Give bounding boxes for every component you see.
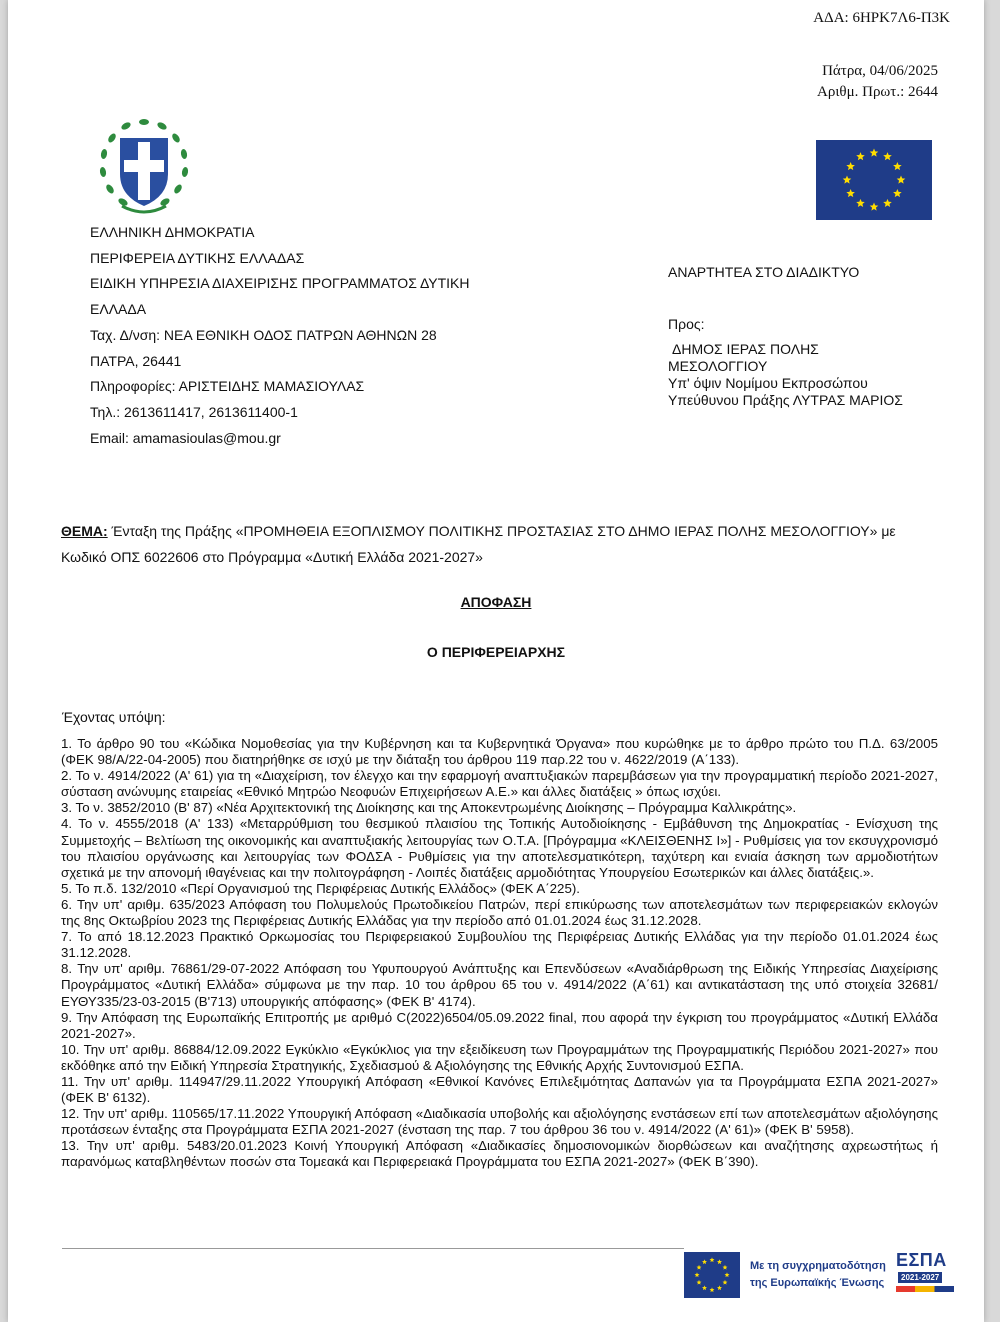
recipient-block (668, 316, 968, 409)
sender-line-country: ΕΛΛΗΝΙΚΗ ΔΗΜΟΚΡΑΤΙΑ (90, 224, 255, 240)
list-item: 3. Το ν. 3852/2010 (Β' 87) «Νέα Αρχιτεκτονική της Διοίκησης και της Αποκεντρωμένης Διοίκησης – Πρόγραμμα Καλλικράτης». (61, 800, 797, 816)
espa-years: 2021-2027 (898, 1272, 942, 1283)
eu-flag-small-icon (684, 1252, 740, 1298)
espa-color-strip (896, 1286, 954, 1292)
list-item: 9. Την Απόφαση της Ευρωπαϊκής Επιτροπής με αριθμό C(2022)6504/05.09.2022 final, που αφορά την έγκριση του προγράμματος «Δυτική Ελλάδα 2021-2027». (61, 1009, 938, 1041)
list-item: 4. Το ν. 4555/2018 (Α' 133) «Μεταρρύθμιση του θεσμικού πλαισίου της Τοπικής Αυτοδιοίκησης - Εμβάθυνση της Δημοκρατίας - Ενίσχυση της Συμμετοχής – Βελτίωση της οικονομικής και αναπτυξιακής λειτουργίας των Ο.Τ.Α. [Πρόγραμμα «ΚΛΕΙΣΘΕΝΗΣ Ι»] - Ρυθμίσεις για τον εκσυγχρονισμό του πλαισίου οργάνωσης και λειτουργίας των ΦΟΔΣΑ - Ρυθμίσεις για την αποτελεσματικότερη, ταχύτερη και ενιαία άσκηση των αρμοδιοτήτων σχετικά με την απονομή ιθαγένειας και την πολιτογράφηση - Λοιπές διατάξεις αρμοδιότητας Υπουργείου Εσωτερικών και άλλες διατάξεις.». (61, 816, 938, 880)
sender-line-info: Πληροφορίες: ΑΡΙΣΤΕΙΔΗΣ ΜΑΜΑΣΙΟΥΛΑΣ (90, 378, 365, 395)
cofunding-line-1: Με τη συγχρηματοδότηση (750, 1260, 886, 1272)
cofunding-footer (684, 1246, 958, 1304)
sender-line-address: Ταχ. Δ/νση: ΝΕΑ ΕΘΝΙΚΗ ΟΔΟΣ ΠΑΤΡΩΝ ΑΘΗΝΩΝ 28 (90, 326, 437, 343)
place-date: Πάτρα, 04/06/2025 (822, 63, 938, 79)
decision-title: ΑΠΟΦΑΣΗ (460, 594, 532, 610)
post-online-notice: ΑΝΑΡΤΗΤΕΑ ΣΤΟ ΔΙΑΔΙΚΤΥΟ (668, 264, 860, 280)
list-item: 1. Το άρθρο 90 του «Κώδικα Νομοθεσίας για την Κυβέρνηση και τα Κυβερνητικά Όργανα» που κυρώθηκε με το άρθρο πρώτο του Π.Δ. 63/2005 (ΦΕΚ 98/Α/22-04-2005) που διατηρήθηκε σε ισχύ με την διάταξη του άρθρου 119 παρ.22 του ν. 4622/2019 (Α΄133). (61, 736, 938, 768)
recipient-line-4: Υπεύθυνου Πράξης ΛΥΤΡΑΣ ΜΑΡΙΟΣ (668, 392, 903, 408)
list-item: 13. Την υπ' αριθμ. 5483/20.01.2023 Κοινή Υπουργική Απόφαση «Διαδικασίες δημοσιονομικών διορθώσεων και αναζήτησης αχρεωστήτως ή παρανόμως καταβληθέντων ποσών στα Τομεακά και Περιφερειακά Προγράμματα του ΕΣΠΑ 2021-2027» (ΦΕΚ Β΄390). (61, 1138, 938, 1170)
recipient-line-1: ΔΗΜΟΣ ΙΕΡΑΣ ΠΟΛΗΣ (672, 341, 819, 357)
decision-heading (8, 594, 984, 610)
sender-line-phone: Τηλ.: 2613611417, 2613611400-1 (90, 403, 298, 420)
espa-name: ΕΣΠΑ (896, 1250, 947, 1270)
subject-label: ΘΕΜΑ: (61, 523, 108, 539)
subject-paragraph (61, 518, 941, 570)
subject-text: Ένταξη της Πράξης «ΠΡΟΜΗΘΕΙΑ ΕΞΟΠΛΙΣΜΟΥ ΠΟΛΙΤΙΚΗΣ ΠΡΟΣΤΑΣΙΑΣ ΣΤΟ ΔΗΜΟ ΙΕΡΑΣ ΠΟΛΗΣ ΜΕΣΟΛΟΓΓΙΟΥ» με Κωδικό ΟΠΣ 6022606 στο Πρόγραμμα «Δυτική Ελλάδα 2021-2027» (61, 523, 896, 565)
list-item: 5. Το π.δ. 132/2010 «Περί Οργανισμού της Περιφέρειας Δυτικής Ελλάδος» (ΦΕΚ Α΄225). (61, 880, 580, 896)
protocol-number: Αριθμ. Πρωτ.: 2644 (817, 84, 938, 100)
list-item: 6. Την υπ' αριθμ. 635/2023 Απόφαση του Πολυμελούς Πρωτοδικείου Πατρών, περί επικύρωσης των αποτελεσμάτων των περιφερειακών εκλογών της 8ης Οκτωβρίου 2023 της Περιφέρειας Δυτικής Ελλάδας για την περίοδο από 01.01.2024 έως 31.12.2028. (61, 896, 938, 929)
list-item: 11. Την υπ' αριθμ. 114947/29.11.2022 Υπουργική Απόφαση «Εθνικοί Κανόνες Επιλεξιμότητας Δαπανών για τα Προγράμματα ΕΣΠΑ 2021-2027» (ΦΕΚ Β' 6132). (61, 1073, 938, 1106)
recipient-line-2: ΜΕΣΟΛΟΓΓΙΟΥ (668, 358, 768, 374)
list-item: 7. Το από 18.12.2023 Πρακτικό Ορκωμοσίας του Περιφερειακού Συμβουλίου της Περιφέρειας Δυτικής Ελλάδας για την περίοδο 01.01.2024 έως 31.12.2028. (61, 929, 938, 961)
sender-block (90, 220, 530, 451)
cofunding-line-2: της Ευρωπαϊκής Ένωσης (750, 1277, 885, 1289)
list-item: 2. Το ν. 4914/2022 (Α' 61) για τη «Διαχείριση, τον έλεγχο και την εφαρμογή αναπτυξιακών παρεμβάσεων για την προγραμματική περίοδο 2021-2027, σύσταση ανώνυμης εταιρείας «Εθνικό Μητρώο Νεοφυών Επιχειρήσεων Α.Ε.» και άλλες διατάξεις » όπως ισχύει. (61, 768, 938, 800)
sender-line-city: ΠΑΤΡΑ, 26441 (90, 352, 182, 369)
list-item: 10. Την υπ' αριθμ. 86884/12.09.2022 Εγκύκλιο «Εγκύκλιος για την εξειδίκευση των Προγραμμάτων της Προγραμματικής Περιόδου 2021-2027» που εκδόθηκε από την Ειδική Υπηρεσία Στρατηγικής, Σχεδιασμού & Αξιολόγησης της Εθνικής Αρχής Συντονισμού ΕΣΠΑ. (61, 1041, 938, 1073)
recipient-to-label: Προς: (668, 316, 705, 332)
sender-line-region: ΠΕΡΙΦΕΡΕΙΑ ΔΥΤΙΚΗΣ ΕΛΛΑΔΑΣ (90, 249, 305, 266)
considering-label: Έχοντας υπόψη: (62, 709, 166, 725)
greek-state-emblem-icon (92, 114, 196, 218)
recipient-line-3: Υπ' όψιν Νομίμου Εκπροσώπου (668, 375, 868, 391)
list-item: 12. Την υπ' αριθμ. 110565/17.11.2022 Υπουργική Απόφαση «Διαδικασία υποβολής και αξιολόγησης ενστάσεων επί των αποτελεσμάτων αξιολόγησης προτάσεων ένταξης στα Προγράμματα ΕΣΠΑ 2021-2027 (ένσταση της παρ. 7 του άρθρου 36 του ν. 4914/2022 (Α' 61)» (ΦΕΚ Β' 5958). (61, 1106, 938, 1138)
footer-divider (62, 1248, 684, 1249)
cofunding-text (750, 1258, 886, 1292)
regional-governor-heading: Ο ΠΕΡΙΦΕΡΕΙΑΡΧΗΣ (426, 644, 566, 660)
espa-logo-icon (896, 1250, 956, 1300)
list-item: 8. Την υπ' αριθμ. 76861/29-07-2022 Απόφαση του Υφυπουργού Ανάπτυξης και Επενδύσεων «Αναδιάρθρωση της Ειδικής Υπηρεσίας Διαχείρισης Προγράμματος «Δυτική Ελλάδα» σύμφωνα με την παρ. 10 του άρθρου 65 του ν. 4914/2022 (Α΄61) και αντικατάσταση της υπό στοιχεία 32681/ΕΥΘΥ335/23-03-2015 (Β'713) υπουργικής απόφασης» (ΦΕΚ Β' 4174). (61, 961, 938, 1009)
document-page (8, 0, 984, 1322)
date-protocol-block (817, 61, 938, 103)
eu-flag-icon (816, 140, 932, 220)
sender-line-service-cont: ΕΛΛΑΔΑ (90, 301, 147, 318)
ada-code: ΑΔΑ: 6ΗΡΚ7Λ6-Π3Κ (813, 10, 950, 26)
sender-line-service: ΕΙΔΙΚΗ ΥΠΗΡΕΣΙΑ ΔΙΑΧΕΙΡΙΣΗΣ ΠΡΟΓΡΑΜΜΑΤΟΣ ΔΥΤΙΚΗ (90, 275, 470, 292)
sender-line-email[interactable]: Email: amamasioulas@mou.gr (90, 429, 281, 446)
considerations-list (61, 736, 938, 1171)
